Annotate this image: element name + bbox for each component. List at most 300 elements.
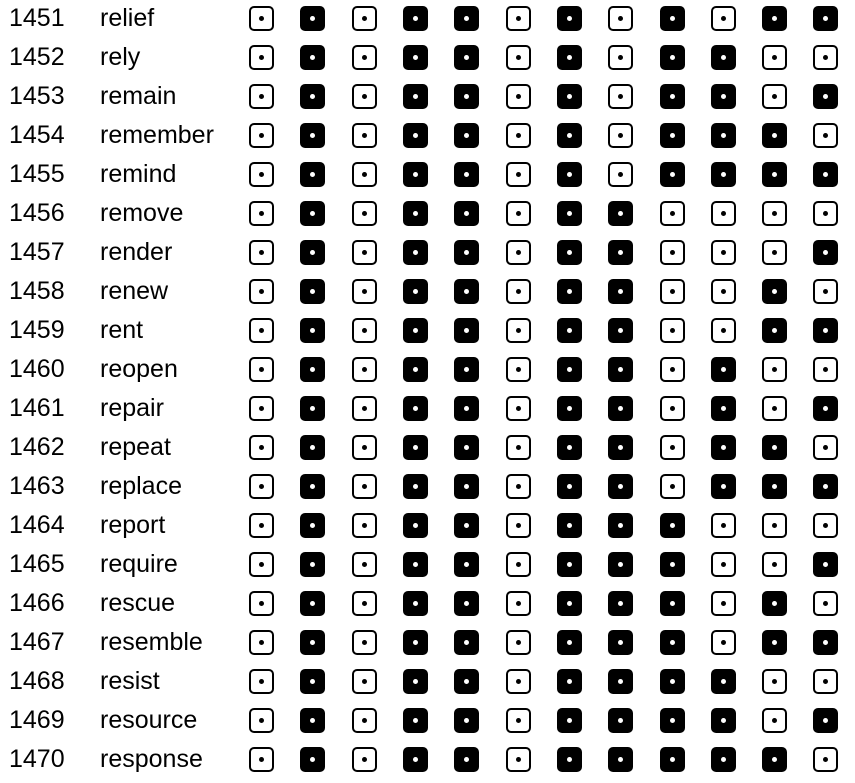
empty-dot-square-icon — [813, 435, 838, 460]
empty-dot-square-icon — [711, 318, 736, 343]
row-number: 1458 — [9, 277, 65, 305]
empty-dot-square-icon — [352, 435, 377, 460]
empty-dot-square-icon — [249, 45, 274, 70]
filled-dot-square-icon — [403, 45, 428, 70]
filled-dot-square-icon — [813, 552, 838, 577]
empty-dot-square-icon — [711, 591, 736, 616]
filled-dot-square-icon — [711, 45, 736, 70]
empty-dot-square-icon — [249, 591, 274, 616]
filled-dot-square-icon — [557, 474, 582, 499]
filled-dot-square-icon — [711, 162, 736, 187]
row-word: repeat — [100, 433, 171, 461]
filled-dot-square-icon — [403, 84, 428, 109]
filled-dot-square-icon — [660, 708, 685, 733]
table-row — [0, 624, 855, 663]
table-row — [0, 78, 855, 117]
empty-dot-square-icon — [352, 318, 377, 343]
row-number: 1459 — [9, 316, 65, 344]
filled-dot-square-icon — [403, 279, 428, 304]
row-number: 1470 — [9, 745, 65, 773]
empty-dot-square-icon — [506, 591, 531, 616]
empty-dot-square-icon — [506, 201, 531, 226]
row-number: 1452 — [9, 43, 65, 71]
table-row — [0, 156, 855, 195]
filled-dot-square-icon — [403, 513, 428, 538]
filled-dot-square-icon — [557, 747, 582, 772]
empty-dot-square-icon — [249, 279, 274, 304]
row-word: rely — [100, 43, 141, 71]
table-row — [0, 663, 855, 702]
empty-dot-square-icon — [352, 669, 377, 694]
filled-dot-square-icon — [454, 513, 479, 538]
empty-dot-square-icon — [352, 552, 377, 577]
row-number: 1454 — [9, 121, 65, 149]
empty-dot-square-icon — [813, 45, 838, 70]
empty-dot-square-icon — [660, 279, 685, 304]
row-word: relief — [100, 4, 155, 32]
filled-dot-square-icon — [403, 435, 428, 460]
filled-dot-square-icon — [660, 84, 685, 109]
filled-dot-square-icon — [813, 396, 838, 421]
filled-dot-square-icon — [608, 708, 633, 733]
filled-dot-square-icon — [300, 240, 325, 265]
filled-dot-square-icon — [813, 84, 838, 109]
empty-dot-square-icon — [711, 552, 736, 577]
filled-dot-square-icon — [660, 6, 685, 31]
empty-dot-square-icon — [249, 435, 274, 460]
empty-dot-square-icon — [506, 6, 531, 31]
filled-dot-square-icon — [813, 474, 838, 499]
table-row — [0, 39, 855, 78]
empty-dot-square-icon — [711, 201, 736, 226]
filled-dot-square-icon — [454, 6, 479, 31]
row-number: 1467 — [9, 628, 65, 656]
empty-dot-square-icon — [608, 162, 633, 187]
empty-dot-square-icon — [352, 84, 377, 109]
empty-dot-square-icon — [762, 84, 787, 109]
filled-dot-square-icon — [300, 435, 325, 460]
table-row — [0, 273, 855, 312]
filled-dot-square-icon — [403, 201, 428, 226]
table-row — [0, 507, 855, 546]
filled-dot-square-icon — [557, 45, 582, 70]
empty-dot-square-icon — [506, 279, 531, 304]
empty-dot-square-icon — [249, 123, 274, 148]
filled-dot-square-icon — [454, 279, 479, 304]
filled-dot-square-icon — [454, 45, 479, 70]
row-number: 1462 — [9, 433, 65, 461]
row-number: 1461 — [9, 394, 65, 422]
filled-dot-square-icon — [403, 240, 428, 265]
filled-dot-square-icon — [608, 513, 633, 538]
filled-dot-square-icon — [403, 591, 428, 616]
row-word: require — [100, 550, 178, 578]
filled-dot-square-icon — [711, 396, 736, 421]
filled-dot-square-icon — [454, 747, 479, 772]
filled-dot-square-icon — [813, 240, 838, 265]
filled-dot-square-icon — [711, 747, 736, 772]
filled-dot-square-icon — [300, 669, 325, 694]
empty-dot-square-icon — [506, 474, 531, 499]
filled-dot-square-icon — [762, 747, 787, 772]
filled-dot-square-icon — [403, 552, 428, 577]
filled-dot-square-icon — [403, 747, 428, 772]
empty-dot-square-icon — [506, 123, 531, 148]
row-word: remove — [100, 199, 184, 227]
row-word: resource — [100, 706, 198, 734]
empty-dot-square-icon — [249, 708, 274, 733]
row-number: 1453 — [9, 82, 65, 110]
row-word: report — [100, 511, 166, 539]
filled-dot-square-icon — [300, 708, 325, 733]
empty-dot-square-icon — [813, 279, 838, 304]
empty-dot-square-icon — [352, 591, 377, 616]
row-word: remember — [100, 121, 214, 149]
filled-dot-square-icon — [762, 630, 787, 655]
filled-dot-square-icon — [762, 435, 787, 460]
table-row — [0, 702, 855, 741]
filled-dot-square-icon — [300, 513, 325, 538]
empty-dot-square-icon — [711, 630, 736, 655]
table-row — [0, 468, 855, 507]
filled-dot-square-icon — [403, 6, 428, 31]
row-number: 1466 — [9, 589, 65, 617]
filled-dot-square-icon — [300, 474, 325, 499]
empty-dot-square-icon — [352, 513, 377, 538]
empty-dot-square-icon — [506, 708, 531, 733]
filled-dot-square-icon — [454, 669, 479, 694]
empty-dot-square-icon — [762, 396, 787, 421]
table-row — [0, 117, 855, 156]
empty-dot-square-icon — [506, 552, 531, 577]
filled-dot-square-icon — [660, 162, 685, 187]
filled-dot-square-icon — [557, 591, 582, 616]
empty-dot-square-icon — [506, 747, 531, 772]
empty-dot-square-icon — [813, 669, 838, 694]
row-word: rescue — [100, 589, 176, 617]
empty-dot-square-icon — [506, 435, 531, 460]
row-number: 1469 — [9, 706, 65, 734]
filled-dot-square-icon — [608, 435, 633, 460]
empty-dot-square-icon — [711, 6, 736, 31]
empty-dot-square-icon — [506, 84, 531, 109]
filled-dot-square-icon — [300, 552, 325, 577]
empty-dot-square-icon — [660, 240, 685, 265]
empty-dot-square-icon — [608, 6, 633, 31]
filled-dot-square-icon — [300, 279, 325, 304]
table-row — [0, 0, 855, 39]
empty-dot-square-icon — [506, 513, 531, 538]
empty-dot-square-icon — [813, 201, 838, 226]
filled-dot-square-icon — [454, 201, 479, 226]
empty-dot-square-icon — [660, 318, 685, 343]
filled-dot-square-icon — [454, 591, 479, 616]
filled-dot-square-icon — [557, 708, 582, 733]
empty-dot-square-icon — [506, 162, 531, 187]
row-number: 1457 — [9, 238, 65, 266]
empty-dot-square-icon — [506, 318, 531, 343]
empty-dot-square-icon — [249, 630, 274, 655]
empty-dot-square-icon — [352, 474, 377, 499]
empty-dot-square-icon — [506, 669, 531, 694]
empty-dot-square-icon — [813, 357, 838, 382]
empty-dot-square-icon — [711, 279, 736, 304]
filled-dot-square-icon — [660, 630, 685, 655]
empty-dot-square-icon — [352, 45, 377, 70]
empty-dot-square-icon — [249, 552, 274, 577]
filled-dot-square-icon — [557, 513, 582, 538]
empty-dot-square-icon — [249, 84, 274, 109]
row-number: 1460 — [9, 355, 65, 383]
filled-dot-square-icon — [454, 318, 479, 343]
empty-dot-square-icon — [813, 747, 838, 772]
filled-dot-square-icon — [660, 591, 685, 616]
filled-dot-square-icon — [608, 279, 633, 304]
filled-dot-square-icon — [762, 591, 787, 616]
filled-dot-square-icon — [608, 747, 633, 772]
empty-dot-square-icon — [762, 552, 787, 577]
filled-dot-square-icon — [557, 6, 582, 31]
empty-dot-square-icon — [249, 396, 274, 421]
empty-dot-square-icon — [352, 123, 377, 148]
filled-dot-square-icon — [403, 396, 428, 421]
filled-dot-square-icon — [300, 84, 325, 109]
filled-dot-square-icon — [454, 552, 479, 577]
row-number: 1463 — [9, 472, 65, 500]
empty-dot-square-icon — [506, 45, 531, 70]
filled-dot-square-icon — [608, 240, 633, 265]
row-word: remain — [100, 82, 177, 110]
empty-dot-square-icon — [813, 513, 838, 538]
filled-dot-square-icon — [454, 123, 479, 148]
filled-dot-square-icon — [660, 669, 685, 694]
filled-dot-square-icon — [813, 708, 838, 733]
filled-dot-square-icon — [300, 123, 325, 148]
filled-dot-square-icon — [660, 747, 685, 772]
table-row — [0, 312, 855, 351]
filled-dot-square-icon — [762, 123, 787, 148]
empty-dot-square-icon — [249, 747, 274, 772]
filled-dot-square-icon — [300, 162, 325, 187]
empty-dot-square-icon — [352, 201, 377, 226]
table-row — [0, 234, 855, 273]
filled-dot-square-icon — [300, 396, 325, 421]
filled-dot-square-icon — [660, 45, 685, 70]
filled-dot-square-icon — [711, 669, 736, 694]
filled-dot-square-icon — [403, 474, 428, 499]
empty-dot-square-icon — [352, 279, 377, 304]
filled-dot-square-icon — [608, 630, 633, 655]
filled-dot-square-icon — [557, 240, 582, 265]
filled-dot-square-icon — [813, 630, 838, 655]
empty-dot-square-icon — [249, 318, 274, 343]
empty-dot-square-icon — [660, 474, 685, 499]
filled-dot-square-icon — [660, 513, 685, 538]
row-number: 1468 — [9, 667, 65, 695]
row-word: rent — [100, 316, 144, 344]
filled-dot-square-icon — [762, 162, 787, 187]
empty-dot-square-icon — [660, 396, 685, 421]
filled-dot-square-icon — [403, 162, 428, 187]
empty-dot-square-icon — [762, 357, 787, 382]
filled-dot-square-icon — [711, 84, 736, 109]
row-number: 1455 — [9, 160, 65, 188]
empty-dot-square-icon — [352, 747, 377, 772]
empty-dot-square-icon — [249, 201, 274, 226]
filled-dot-square-icon — [762, 318, 787, 343]
empty-dot-square-icon — [711, 240, 736, 265]
filled-dot-square-icon — [454, 630, 479, 655]
filled-dot-square-icon — [711, 435, 736, 460]
empty-dot-square-icon — [506, 357, 531, 382]
filled-dot-square-icon — [557, 279, 582, 304]
empty-dot-square-icon — [660, 435, 685, 460]
row-word: remind — [100, 160, 177, 188]
empty-dot-square-icon — [608, 45, 633, 70]
filled-dot-square-icon — [557, 123, 582, 148]
filled-dot-square-icon — [403, 708, 428, 733]
empty-dot-square-icon — [660, 357, 685, 382]
empty-dot-square-icon — [813, 123, 838, 148]
filled-dot-square-icon — [813, 318, 838, 343]
empty-dot-square-icon — [249, 6, 274, 31]
empty-dot-square-icon — [352, 630, 377, 655]
filled-dot-square-icon — [557, 84, 582, 109]
filled-dot-square-icon — [557, 318, 582, 343]
filled-dot-square-icon — [762, 474, 787, 499]
filled-dot-square-icon — [300, 357, 325, 382]
filled-dot-square-icon — [660, 552, 685, 577]
empty-dot-square-icon — [249, 669, 274, 694]
empty-dot-square-icon — [608, 84, 633, 109]
filled-dot-square-icon — [454, 474, 479, 499]
filled-dot-square-icon — [813, 6, 838, 31]
empty-dot-square-icon — [352, 162, 377, 187]
filled-dot-square-icon — [711, 357, 736, 382]
row-word: replace — [100, 472, 182, 500]
empty-dot-square-icon — [249, 162, 274, 187]
filled-dot-square-icon — [454, 357, 479, 382]
filled-dot-square-icon — [454, 162, 479, 187]
table-row — [0, 390, 855, 429]
filled-dot-square-icon — [557, 552, 582, 577]
row-word: renew — [100, 277, 169, 305]
filled-dot-square-icon — [557, 162, 582, 187]
filled-dot-square-icon — [300, 45, 325, 70]
row-number: 1464 — [9, 511, 65, 539]
table-row — [0, 429, 855, 468]
empty-dot-square-icon — [506, 396, 531, 421]
row-word: reopen — [100, 355, 178, 383]
filled-dot-square-icon — [300, 591, 325, 616]
empty-dot-square-icon — [762, 513, 787, 538]
filled-dot-square-icon — [557, 435, 582, 460]
table-row — [0, 195, 855, 234]
filled-dot-square-icon — [454, 435, 479, 460]
filled-dot-square-icon — [557, 201, 582, 226]
filled-dot-square-icon — [557, 357, 582, 382]
empty-dot-square-icon — [506, 240, 531, 265]
row-word: response — [100, 745, 203, 773]
empty-dot-square-icon — [762, 708, 787, 733]
filled-dot-square-icon — [300, 201, 325, 226]
empty-dot-square-icon — [711, 513, 736, 538]
empty-dot-square-icon — [608, 123, 633, 148]
filled-dot-square-icon — [403, 318, 428, 343]
filled-dot-square-icon — [403, 357, 428, 382]
table-row — [0, 351, 855, 390]
filled-dot-square-icon — [608, 396, 633, 421]
empty-dot-square-icon — [762, 201, 787, 226]
empty-dot-square-icon — [249, 513, 274, 538]
empty-dot-square-icon — [249, 474, 274, 499]
filled-dot-square-icon — [813, 162, 838, 187]
filled-dot-square-icon — [300, 630, 325, 655]
table-row — [0, 546, 855, 585]
table-row — [0, 585, 855, 624]
filled-dot-square-icon — [454, 84, 479, 109]
row-word: repair — [100, 394, 164, 422]
filled-dot-square-icon — [608, 591, 633, 616]
empty-dot-square-icon — [352, 6, 377, 31]
filled-dot-square-icon — [300, 747, 325, 772]
filled-dot-square-icon — [403, 123, 428, 148]
filled-dot-square-icon — [300, 318, 325, 343]
filled-dot-square-icon — [608, 357, 633, 382]
row-word: resist — [100, 667, 160, 695]
empty-dot-square-icon — [762, 240, 787, 265]
filled-dot-square-icon — [557, 396, 582, 421]
table-row — [0, 741, 855, 780]
empty-dot-square-icon — [813, 591, 838, 616]
filled-dot-square-icon — [711, 123, 736, 148]
filled-dot-square-icon — [557, 630, 582, 655]
filled-dot-square-icon — [608, 669, 633, 694]
filled-dot-square-icon — [762, 279, 787, 304]
row-number: 1465 — [9, 550, 65, 578]
filled-dot-square-icon — [660, 123, 685, 148]
empty-dot-square-icon — [352, 396, 377, 421]
filled-dot-square-icon — [454, 708, 479, 733]
empty-dot-square-icon — [762, 45, 787, 70]
filled-dot-square-icon — [454, 240, 479, 265]
filled-dot-square-icon — [403, 669, 428, 694]
empty-dot-square-icon — [660, 201, 685, 226]
empty-dot-square-icon — [506, 630, 531, 655]
filled-dot-square-icon — [403, 630, 428, 655]
filled-dot-square-icon — [762, 6, 787, 31]
row-word: resemble — [100, 628, 203, 656]
row-word: render — [100, 238, 173, 266]
row-number: 1456 — [9, 199, 65, 227]
empty-dot-square-icon — [352, 708, 377, 733]
filled-dot-square-icon — [454, 396, 479, 421]
filled-dot-square-icon — [608, 318, 633, 343]
filled-dot-square-icon — [608, 474, 633, 499]
empty-dot-square-icon — [352, 240, 377, 265]
filled-dot-square-icon — [608, 552, 633, 577]
filled-dot-square-icon — [608, 201, 633, 226]
empty-dot-square-icon — [762, 669, 787, 694]
row-number: 1451 — [9, 4, 65, 32]
filled-dot-square-icon — [300, 6, 325, 31]
empty-dot-square-icon — [249, 357, 274, 382]
empty-dot-square-icon — [249, 240, 274, 265]
empty-dot-square-icon — [352, 357, 377, 382]
filled-dot-square-icon — [711, 474, 736, 499]
filled-dot-square-icon — [557, 669, 582, 694]
filled-dot-square-icon — [711, 708, 736, 733]
